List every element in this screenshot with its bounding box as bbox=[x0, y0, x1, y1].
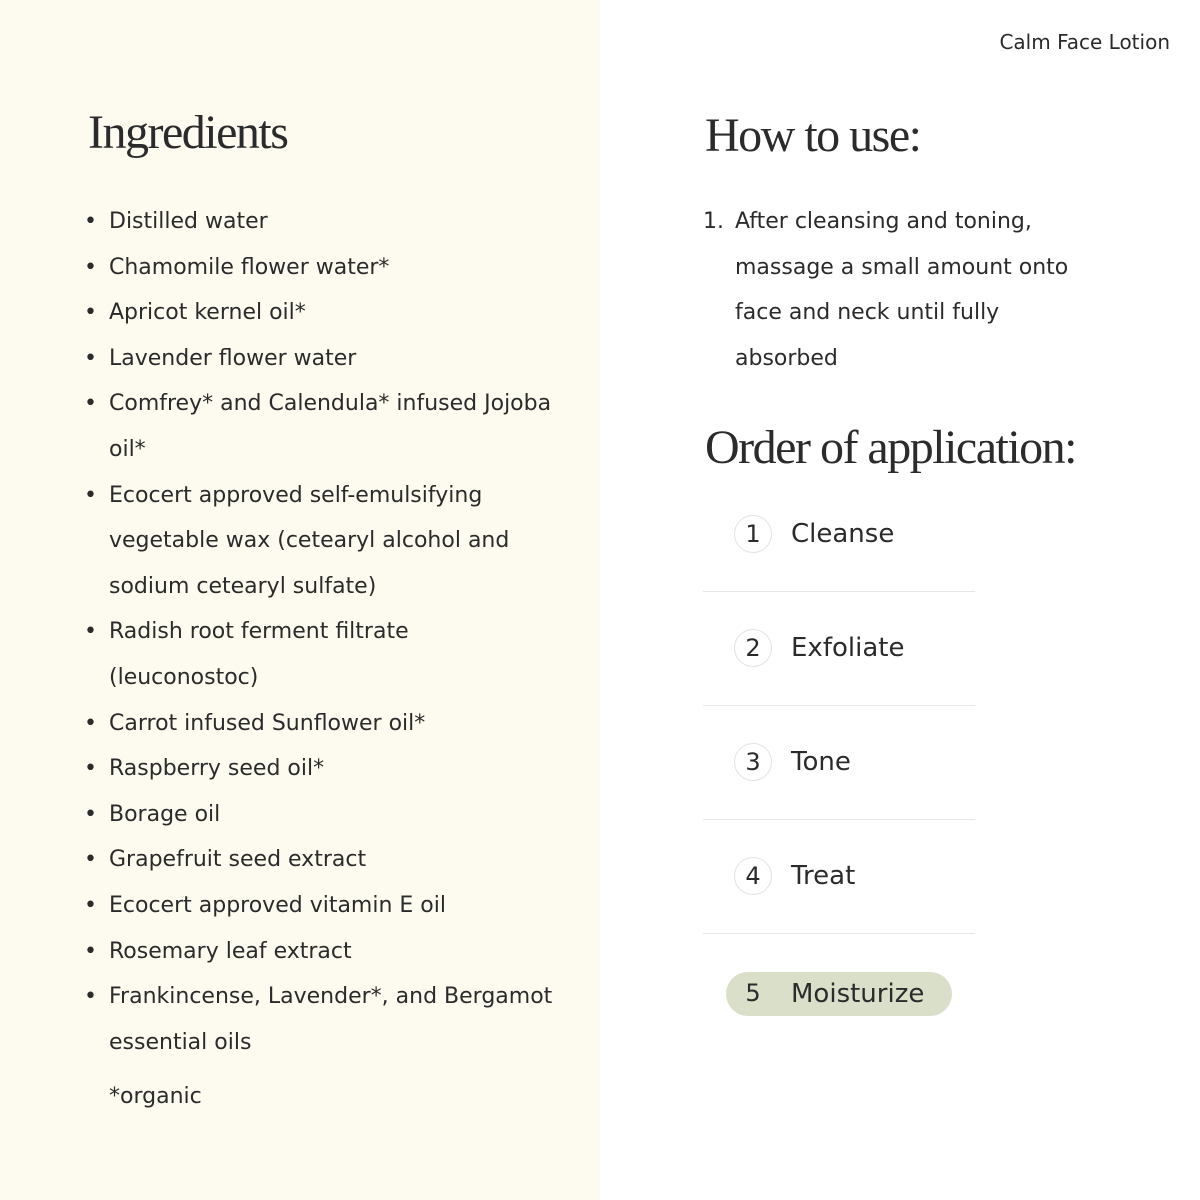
step-number-badge: 3 bbox=[734, 743, 772, 781]
ingredient-text: Ecocert approved self-emulsifying vegetable wax (cetearyl alcohol and sodium cetearyl sulfate) bbox=[109, 482, 510, 599]
step-label: Exfoliate bbox=[791, 633, 905, 663]
how-to-use-heading: How to use: bbox=[705, 109, 921, 162]
bullet-icon: • bbox=[84, 209, 97, 234]
ingredient-text: Apricot kernel oil* bbox=[109, 300, 306, 326]
step-number: 1. bbox=[703, 209, 724, 234]
ingredient-item bbox=[84, 792, 564, 838]
step-number-badge: 5 bbox=[745, 979, 761, 1007]
bullet-icon: • bbox=[84, 847, 97, 873]
ingredient-text: Grapefruit seed extract bbox=[109, 847, 367, 873]
bullet-icon: • bbox=[84, 300, 97, 326]
ingredient-text: Chamomile flower water* bbox=[109, 254, 390, 280]
step-instructions: After cleansing and toning, massage a small amount onto face and neck until fully absorbed bbox=[735, 209, 1069, 371]
step-label: Moisturize bbox=[791, 979, 925, 1009]
ingredient-item bbox=[84, 245, 564, 291]
application-step-moisturize[interactable] bbox=[703, 934, 975, 1048]
step-number-badge: 2 bbox=[734, 629, 772, 667]
application-step-tone[interactable] bbox=[703, 706, 975, 820]
ingredient-text: Comfrey* and Calendula* infused Jojoba oil* bbox=[109, 391, 552, 462]
order-of-application-heading: Order of application: bbox=[705, 421, 1077, 474]
ingredient-text: Borage oil bbox=[109, 801, 221, 827]
ingredient-item bbox=[84, 609, 564, 700]
bullet-icon: • bbox=[84, 254, 97, 280]
organic-footnote: *organic bbox=[109, 1084, 202, 1109]
ingredient-item bbox=[84, 290, 564, 336]
bullet-icon: • bbox=[84, 984, 97, 1010]
ingredient-list bbox=[84, 199, 564, 1065]
step-label: Treat bbox=[791, 861, 856, 891]
step-label: Cleanse bbox=[791, 519, 895, 549]
ingredient-item bbox=[84, 883, 564, 929]
bullet-icon: • bbox=[84, 892, 97, 918]
bullet-icon: • bbox=[84, 345, 97, 371]
how-to-use-step bbox=[703, 199, 1083, 381]
ingredient-text: Lavender flower water bbox=[109, 345, 357, 371]
application-step-exfoliate[interactable] bbox=[703, 592, 975, 706]
step-label: Tone bbox=[791, 747, 851, 777]
bullet-icon: • bbox=[84, 619, 97, 645]
step-number-badge: 1 bbox=[734, 515, 772, 553]
ingredient-text: Raspberry seed oil* bbox=[109, 756, 325, 782]
ingredient-item bbox=[84, 381, 564, 472]
ingredient-item bbox=[84, 336, 564, 382]
ingredient-item bbox=[84, 199, 564, 245]
ingredient-text: Distilled water bbox=[109, 209, 268, 234]
ingredient-item bbox=[84, 837, 564, 883]
ingredient-item bbox=[84, 701, 564, 747]
ingredient-text: Radish root ferment filtrate (leuconostoc) bbox=[109, 619, 409, 690]
ingredient-text: Rosemary leaf extract bbox=[109, 938, 352, 964]
ingredient-text: Carrot infused Sunflower oil* bbox=[109, 710, 426, 736]
bullet-icon: • bbox=[84, 391, 97, 417]
ingredient-text: Frankincense, Lavender*, and Bergamot essential oils bbox=[109, 984, 553, 1055]
application-steps-list bbox=[703, 478, 975, 1048]
application-step-cleanse[interactable] bbox=[703, 478, 975, 592]
ingredient-item bbox=[84, 929, 564, 975]
bullet-icon: • bbox=[84, 756, 97, 782]
ingredient-item bbox=[84, 746, 564, 792]
ingredients-heading: Ingredients bbox=[88, 106, 288, 159]
ingredient-item bbox=[84, 473, 564, 610]
step-number-badge: 4 bbox=[734, 857, 772, 895]
application-step-treat[interactable] bbox=[703, 820, 975, 934]
bullet-icon: • bbox=[84, 938, 97, 964]
bullet-icon: • bbox=[84, 482, 97, 508]
product-name: Calm Face Lotion bbox=[999, 30, 1170, 54]
ingredient-text: Ecocert approved vitamin E oil bbox=[109, 892, 446, 918]
ingredient-item bbox=[84, 974, 564, 1065]
bullet-icon: • bbox=[84, 710, 97, 736]
bullet-icon: • bbox=[84, 801, 97, 827]
